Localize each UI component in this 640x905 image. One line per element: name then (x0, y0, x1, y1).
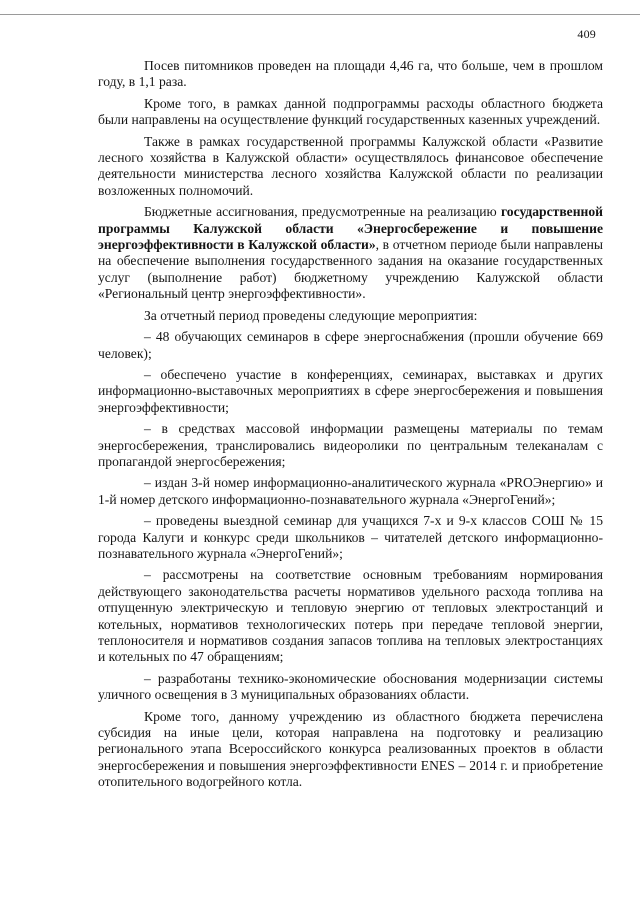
paragraph-budget-expenses: Кроме того, в рамках данной подпрограммы расходы областного бюджета были направлены на осуществление функций государственных казенных учреждений. (98, 95, 603, 128)
document-body (98, 58, 603, 791)
paragraph-subsidy: Кроме того, данному учреждению из областного бюджета перечислена субсидия на иные цели, которая направлена на подготовку и реализацию регионального этапа Всероссийского конкурса реализованных проектов в области энергосбережения и повышения энергоэффективности ENES – 2014 г. и приобретение отопительного водогрейного котла. (98, 708, 603, 790)
event-item-journals: – издан 3-й номер информационно-аналитического журнала «PROЭнергию» и 1-й номер детского информационно-познавательного журнала «ЭнергоГений»; (98, 475, 603, 507)
event-item-conferences: – обеспечено участие в конференциях, семинарах, выставках и других информационно-выставочных мероприятиях в сфере энергосбережения и повышения энергоэффективности; (98, 366, 603, 415)
paragraph-forestry-program: Также в рамках государственной программы Калужской области «Развитие лесного хозяйства в Калужской области» осуществлялось финансовое обеспечение деятельности министерства лесного хозяйства Калужской области по реализации возложенных полномочий. (98, 133, 603, 198)
event-item-seminars: – 48 обучающих семинаров в сфере энергоснабжения (прошли обучение 669 человек); (98, 329, 603, 361)
page-number: 409 (577, 27, 596, 41)
paragraph-nursery-sowing: Посев питомников проведен на площади 4,46 га, что больше, чем в прошлом году, в 1,1 раза. (98, 58, 603, 90)
event-item-media: – в средствах массовой информации размещены материалы по темам энергосбережения, транслировались видеоролики по центральным телеканалам с пропагандой энергосбережения; (98, 421, 603, 469)
energy-program-lead: Бюджетные ассигнования, предусмотренные на реализацию (144, 204, 501, 220)
energy-program-rest: , в отчетном периоде были направлены на обеспечение выполнения государственного задания на оказание государственных услуг (выполнение работ) бюджетному учреждению Калужской области «Региональный центр энергоэффективности». (98, 237, 603, 302)
event-item-lighting-studies: – разработаны технико-экономические обоснования модернизации системы уличного освещения в 3 муниципальных образованиях области. (98, 670, 603, 703)
scan-top-edge (0, 14, 640, 15)
energy-program-title: государственной программы Калужской области «Энергосбережение и повышение энергоэффективности в Калужской области» (98, 204, 603, 253)
paragraph-energy-program (98, 204, 603, 302)
event-item-school-seminar: – проведены выездной семинар для учащихся 7-х и 9-х классов СОШ № 15 города Калуги и конкурс среди школьников – читателей детского информационно-познавательного журнала «ЭнергоГений»; (98, 513, 603, 561)
paragraph-events-intro: За отчетный период проведены следующие мероприятия: (144, 307, 478, 323)
event-item-norms-review: – рассмотрены на соответствие основным требованиям нормирования действующего законодательства расчеты нормативов удельного расхода топлива на отпущенную электрическую и тепловую энергию от тепловых электростанций и котельных, нормативов технологических потерь при передаче тепловой энергии, теплоносителя и нормативов создания запасов топлива на тепловых электростанциях и котельных по 47 обращениям; (98, 567, 603, 665)
